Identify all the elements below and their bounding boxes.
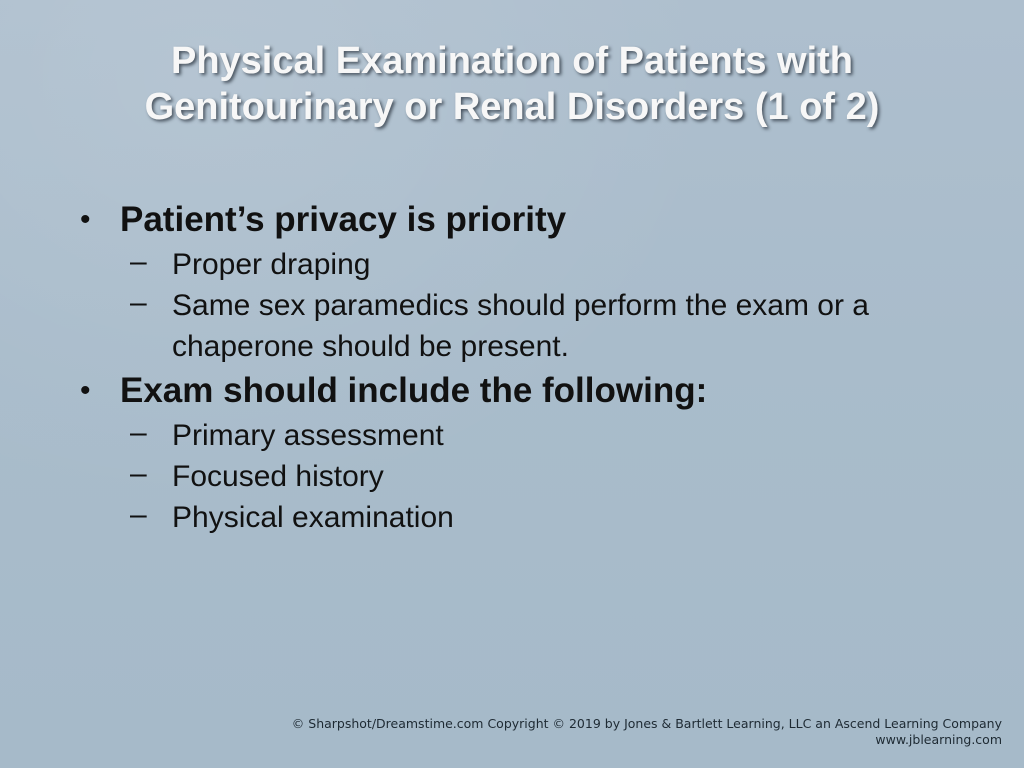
slide-title [40,38,984,130]
dash-icon: – [130,416,147,449]
sub-item-focused-history [80,456,960,497]
sub-item-same-sex [80,285,960,367]
slide-title-line-2: Genitourinary or Renal Disorders (1 of 2) [144,86,880,128]
sub-item-text: Primary assessment [172,419,444,452]
copyright-text: © Sharpshot/Dreamstime.com Copyright © 2019 by Jones & Bartlett Learning, LLC an Ascend Learning Company [291,716,1002,731]
dash-icon: – [130,457,147,490]
sub-item-primary-assessment [80,415,960,456]
bullet-item-exam [80,367,960,415]
dash-icon: – [130,286,147,319]
sub-item-text: Proper draping [172,248,371,281]
sub-item-text: Same sex paramedics should perform the exam or a chaperone should be present. [172,289,869,363]
dash-icon: – [130,498,147,531]
dash-icon: – [130,245,147,278]
sub-item-draping [80,244,960,285]
bullet-icon: • [80,374,91,407]
bullet-text: Exam should include the following: [120,371,708,410]
sub-item-physical-examination [80,497,960,538]
bullet-item-privacy [80,196,960,244]
copyright-footer [292,716,1002,748]
sub-item-text: Focused history [172,460,384,493]
website-url: www.jblearning.com [875,732,1002,747]
slide-title-line-1: Physical Examination of Patients with [170,40,854,82]
sub-item-text: Physical examination [172,501,454,534]
bullet-icon: • [80,203,91,236]
slide-body [80,196,960,538]
bullet-text: Patient’s privacy is priority [120,200,567,239]
